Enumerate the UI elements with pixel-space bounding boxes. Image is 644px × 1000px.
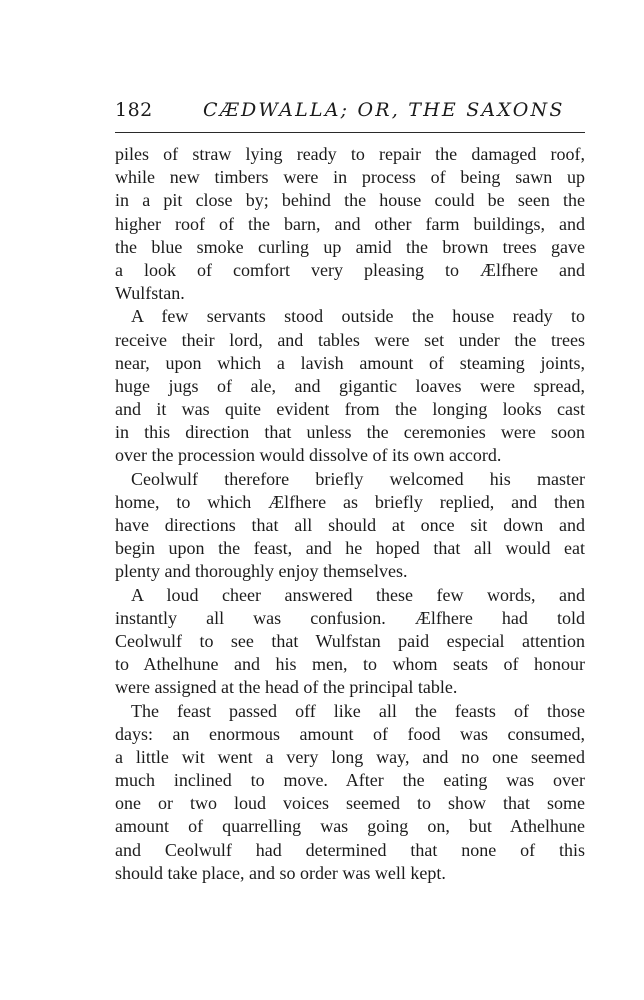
text-line: amount of quarrelling was going on, but Athelhune	[115, 816, 585, 837]
text-line: higher roof of the barn, and other farm buildings, and	[115, 213, 585, 234]
text-line: A few servants stood outside the house ready to	[131, 306, 585, 327]
text-line: and Ceolwulf had determined that none of this	[115, 839, 585, 860]
text-line: receive their lord, and tables were set under the trees	[115, 329, 585, 350]
text-line: to Athelhune and his men, to whom seats of honour	[115, 654, 585, 675]
text-line: A loud cheer answered these few words, and	[131, 584, 585, 605]
text-line: piles of straw lying ready to repair the damaged roof,	[115, 144, 585, 164]
text-line: Ceolwulf therefore briefly welcomed his master	[131, 468, 585, 489]
text-line: instantly all was confusion. Ælfhere had told	[115, 607, 585, 628]
text-line: one or two loud voices seemed to show that some	[115, 793, 585, 814]
paragraph-4	[115, 584, 585, 700]
text-line: and it was quite evident from the longing looks cast	[115, 399, 585, 420]
text-line: huge jugs of ale, and gigantic loaves were spread,	[115, 375, 585, 396]
running-head	[115, 97, 585, 127]
text-line: Ceolwulf to see that Wulfstan paid especial attention	[115, 630, 585, 651]
text-line: near, upon which a lavish amount of steaming joints,	[115, 352, 585, 373]
text-line: should take place, and so order was well kept.	[115, 862, 446, 883]
text-line: were assigned at the head of the principal table.	[115, 677, 458, 698]
text-line: begin upon the feast, and he hoped that all would eat	[115, 538, 585, 559]
text-line: a look of comfort very pleasing to Ælfhere and	[115, 259, 585, 280]
text-line: over the procession would dissolve of its own accord.	[115, 445, 502, 466]
text-line: while new timbers were in process of being sawn up	[115, 167, 585, 188]
text-line: have directions that all should at once sit down and	[115, 515, 585, 535]
paragraph-2	[115, 305, 585, 467]
body-text	[115, 143, 585, 885]
header-rule	[115, 132, 585, 133]
text-line: in this direction that unless the ceremonies were soon	[115, 422, 585, 443]
text-line: The feast passed off like all the feasts of those	[131, 700, 585, 721]
running-title: CÆDWALLA; OR, THE SAXONS	[203, 99, 565, 121]
text-line: a little wit went a very long way, and no one seemed	[115, 746, 585, 767]
text-line: days: an enormous amount of food was consumed,	[115, 723, 585, 744]
text-line: in a pit close by; behind the house could be seen the	[115, 190, 585, 211]
paragraph-5	[115, 700, 585, 886]
text-line: Wulfstan.	[115, 283, 185, 304]
paragraph-1	[115, 143, 585, 305]
text-line: plenty and thoroughly enjoy themselves.	[115, 561, 408, 582]
text-line: much inclined to move. After the eating was over	[115, 770, 585, 791]
text-line: home, to which Ælfhere as briefly replied, and then	[115, 491, 585, 512]
page-number: 182	[115, 99, 153, 121]
text-line: the blue smoke curling up amid the brown trees gave	[115, 236, 585, 257]
paragraph-3	[115, 468, 585, 584]
